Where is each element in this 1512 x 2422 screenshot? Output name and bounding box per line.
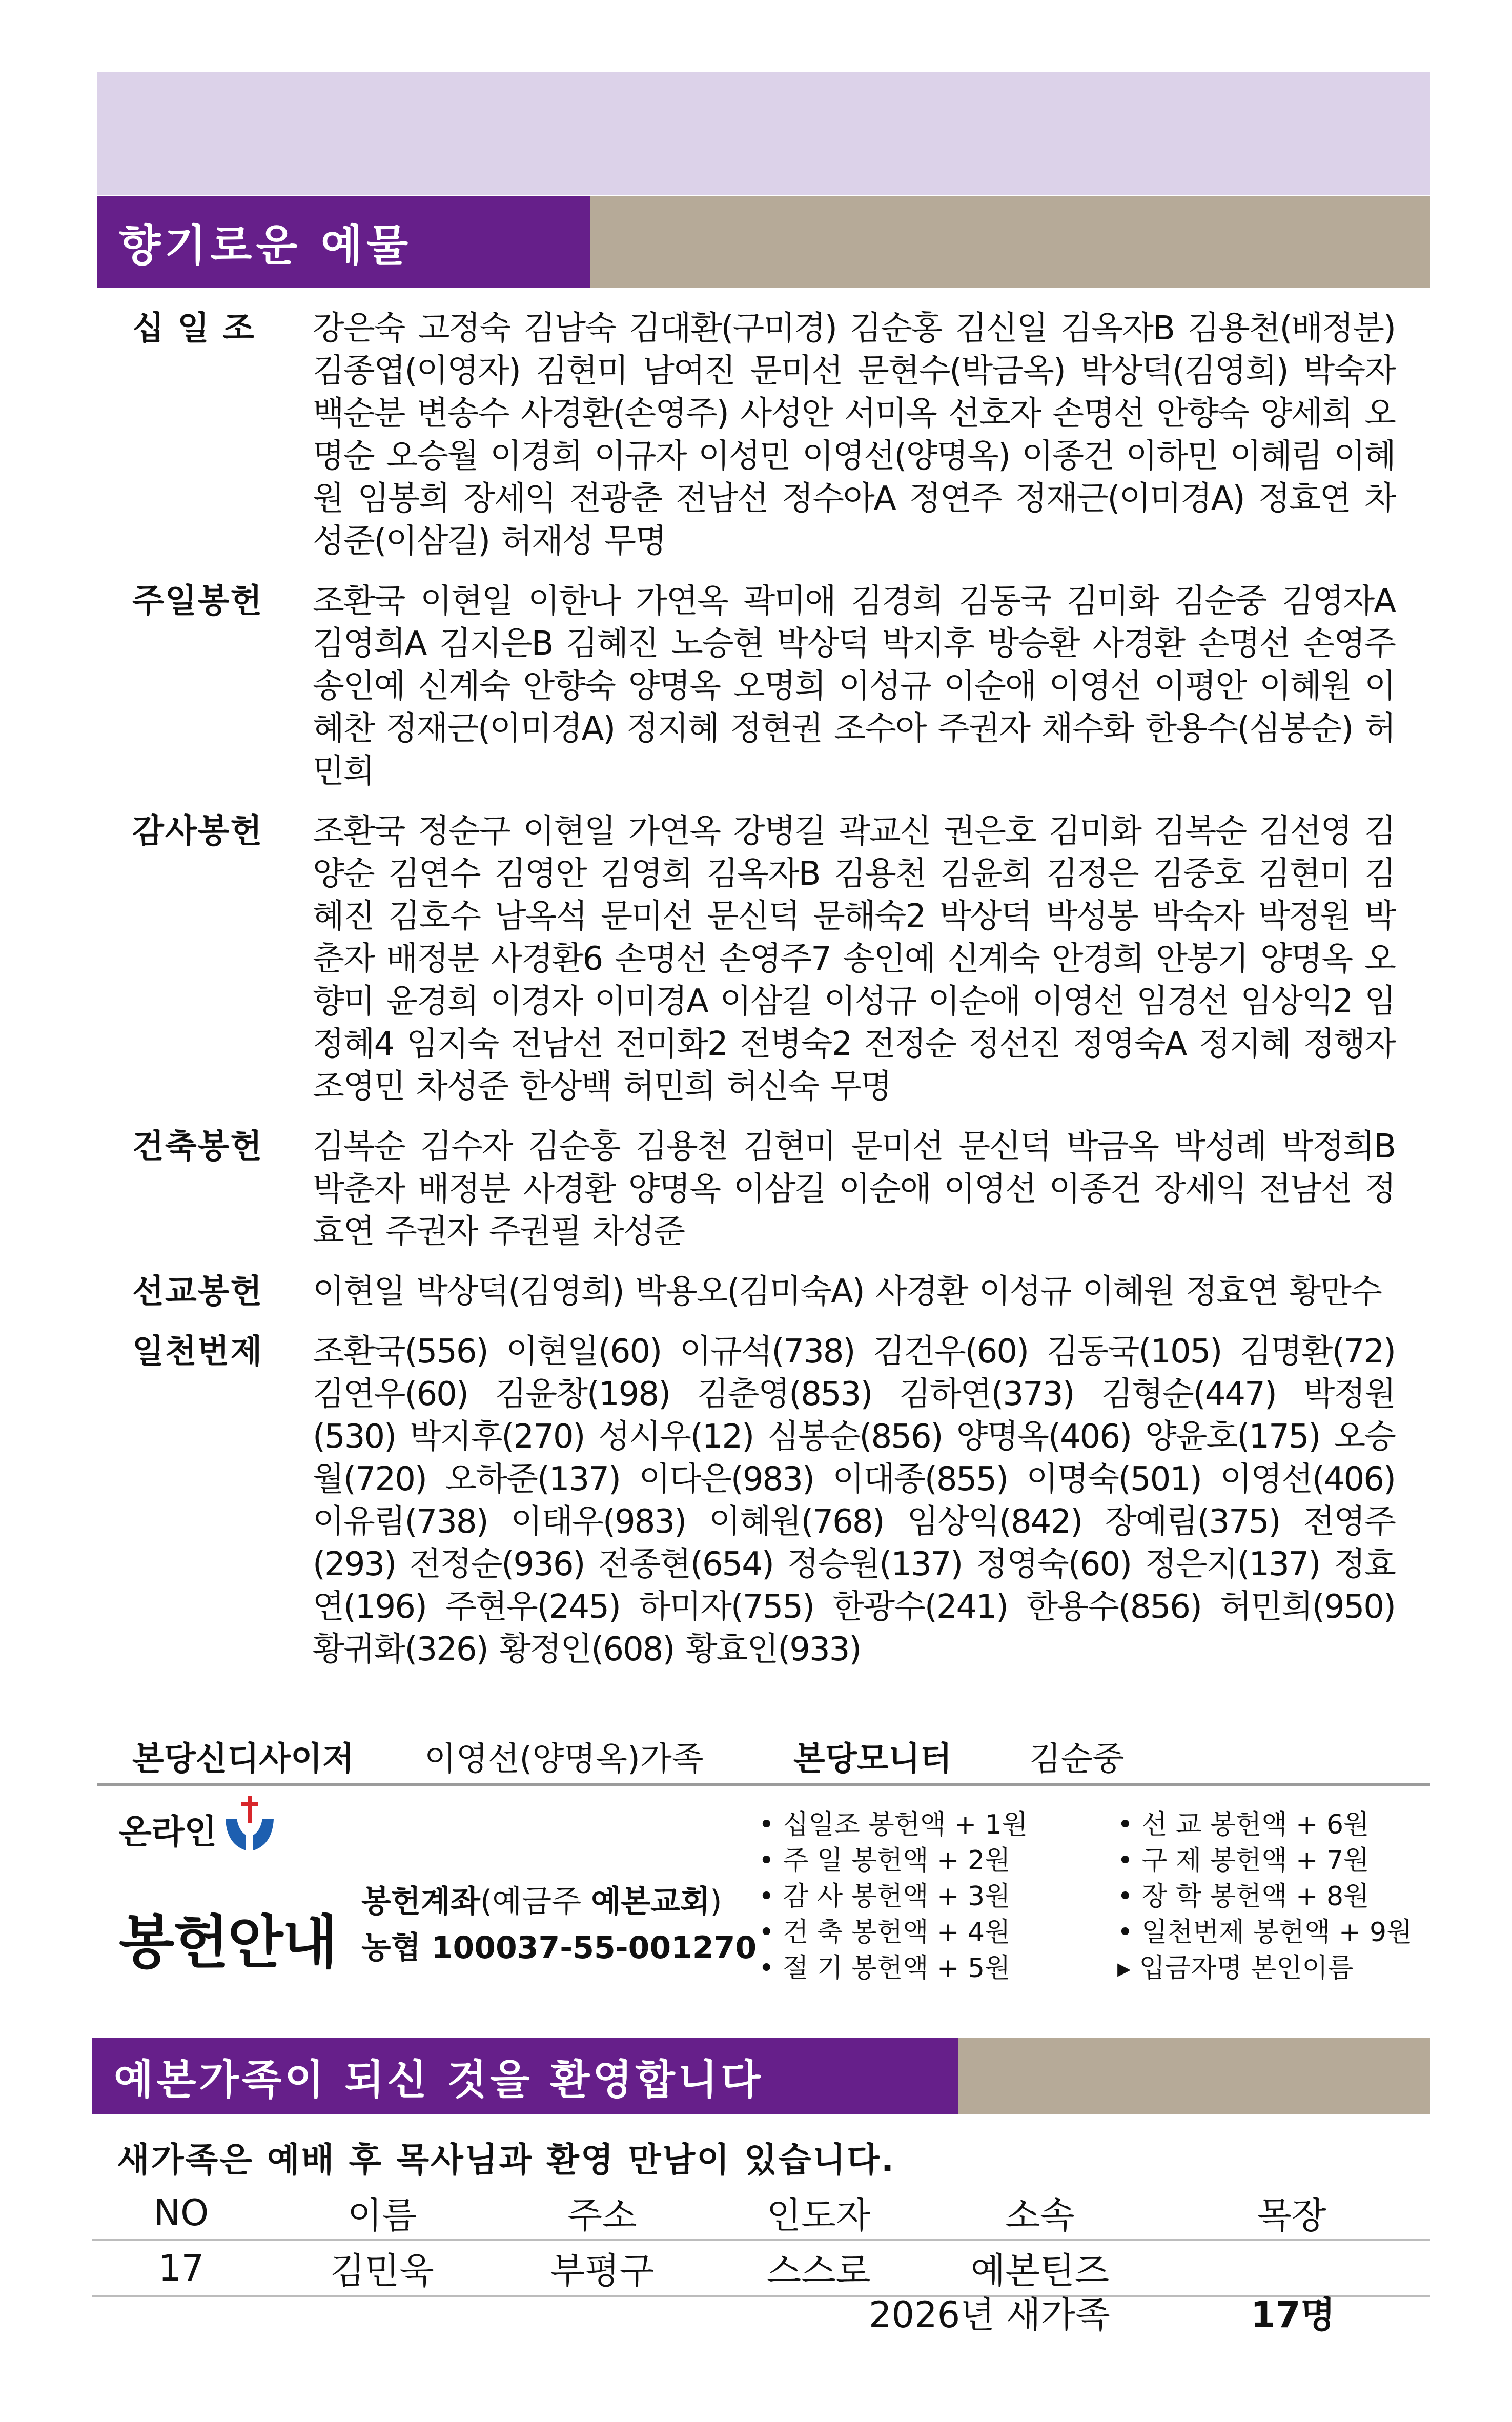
offering-code-list (759, 1807, 1435, 1986)
offering-label: 건축봉헌 (132, 1128, 263, 1166)
col-header-cell: 목장 (1257, 2194, 1326, 2236)
offering-row-mission (97, 1271, 1430, 1313)
offering-names: 강은숙 고정숙 김남숙 김대환(구미경) 김순홍 김신일 김옥자B 김용천(배정분) 김종엽(이영자) 김현미 남여진 문미선 문현수(박금옥) 박상덕(김영희) 박숙자 백순분 변송수 사경환(손영주) 사성안 서미옥 선호자 손명선 안향숙 양세희 오명순 오승월 이경희 이규자 이성민 이영선(양명옥) 이종건 이하민 이혜림 이혜원 임봉희 장세익 전광춘 전남선 정수아A 정연주 정재근(이미경A) 정효연 차성준(이삼길) 허재성 무명 (313, 310, 1395, 560)
code-item: • 장 학 봉헌액 + 8원 (1117, 1881, 1370, 1912)
code-item: • 건 축 봉헌액 + 4원 (759, 1917, 1011, 1948)
offering-names: 김복순 김수자 김순홍 김용천 김현미 문미선 문신덕 박금옥 박성례 박정희B 박춘자 배정분 사경환 양명옥 이삼길 이순애 이영선 이종건 장세익 전남선 정효연 주권자 주권필 차성준 (313, 1128, 1395, 1251)
code-row (759, 1807, 1435, 1843)
monitor-value: 김순중 (1029, 1740, 1125, 1778)
offering-label: 감사봉헌 (132, 812, 263, 850)
offering-row-tithe (97, 308, 1430, 563)
offering-label: 선교봉헌 (132, 1273, 263, 1311)
new-family-table (92, 2186, 1430, 2297)
welcome-header-tan (958, 2038, 1430, 2114)
welcome-title: 예본가족이 되신 것을 환영합니다 (92, 2038, 958, 2114)
col-header-no: NO (153, 2191, 209, 2234)
offering-list (97, 308, 1430, 1688)
code-item: • 주 일 봉헌액 + 2원 (759, 1845, 1011, 1876)
code-item: • 일천번제 봉헌액 + 9원 (1117, 1917, 1413, 1948)
code-item: • 십일조 봉헌액 + 1원 (759, 1809, 1028, 1840)
monitor-label: 본당모니터 (793, 1740, 952, 1778)
account-number: 농협 100037-55-001270 (361, 1930, 757, 1966)
code-item: • 절 기 봉헌액 + 5원 (759, 1953, 1011, 1984)
top-decor-band (97, 72, 1430, 195)
code-item: • 감 사 봉헌액 + 3원 (759, 1881, 1011, 1912)
col-header-group: 소속 (1005, 2194, 1075, 2236)
offering-guide-title: 봉헌안내 (119, 1909, 337, 1976)
account-info (361, 1879, 757, 1971)
offering-label: 일천번제 (132, 1333, 263, 1371)
welcome-header (92, 2038, 1430, 2114)
offering-names: 조환국(556) 이현일(60) 이규석(738) 김건우(60) 김동국(105) 김명환(72) 김연우(60) 김윤창(198) 김춘영(853) 김하연(373) 김형순(447) 박정원(530) 박지후(270) 성시우(12) 심봉순(856) 양명옥(406) 양윤호(175) 오승월(720) 오하준(137) 이다은(983) 이대종(855) 이명숙(501) 이영선(406) 이유림(738) 이태우(983) 이혜원(768) 임상익(842) 장예림(375) 전영주(293) 전정순(936) 전종현(654) 정승원(137) 정영숙(60) 정은지(137) 정효연(196) 주현우(245) 하미자(755) 한광수(241) 한용수(856) 허민희(950) 황귀화(326) 황정인(608) 황효인(933) (313, 1333, 1395, 1668)
offering-names: 조환국 이현일 이한나 가연옥 곽미애 김경희 김동국 김미화 김순중 김영자A 김영희A 김지은B 김혜진 노승현 박상덕 박지후 방승환 사경환 손명선 손영주 송인예 신계숙 안향숙 양명옥 오명희 이성규 이순애 이영선 이평안 이혜원 이혜찬 정재근(이미경A) 정지혜 정현권 조수아 주권자 채수화 한용수(심봉순) 허민희 (313, 582, 1395, 790)
service-info (132, 1733, 1124, 1780)
total-count: 17명 (1251, 2294, 1336, 2336)
online-label: 온라인 (119, 1812, 217, 1851)
table-header-row (92, 2186, 1430, 2240)
account-holder-close: ) (710, 1884, 722, 1920)
code-row (759, 1950, 1435, 1986)
code-item: • 구 제 봉헌액 + 7원 (1117, 1845, 1370, 1876)
account-holder-open: (예금주 (480, 1884, 591, 1920)
col-header-guide: 인도자 (766, 2194, 871, 2236)
church-logo-icon (221, 1794, 278, 1856)
offering-label: 주일봉헌 (132, 582, 263, 620)
offering-names: 조환국 정순구 이현일 가연옥 강병길 곽교신 권은호 김미화 김복순 김선영 김양순 김연수 김영안 김영희 김옥자B 김용천 김윤희 김정은 김중호 김현미 김혜진 김호수 남옥석 문미선 문신덕 문해숙2 박상덕 박성봉 박숙자 박정원 박춘자 배정분 사경환6 손명선 손영주7 송인예 신계숙 안경희 안봉기 양명옥 오향미 윤경희 이경자 이미경A 이삼길 이성규 이순애 이영선 임경선 임상익2 임정혜4 임지숙 전남선 전미화2 전병숙2 전정순 정선진 정영숙A 정지혜 정행자 조영민 차성준 한상백 허민희 허신숙 무명 (313, 812, 1395, 1106)
new-family-total (869, 2286, 1336, 2338)
code-row (759, 1879, 1435, 1915)
offering-row-thousand (97, 1331, 1430, 1671)
total-label: 2026년 새가족 (869, 2294, 1110, 2336)
welcome-subtitle: 새가족은 예배 후 목사님과 환영 만남이 있습니다. (117, 2140, 896, 2180)
account-holder: 예본교회 (591, 1884, 710, 1920)
cell-name: 김민욱 (270, 2240, 494, 2296)
offering-header (97, 196, 1430, 288)
display-value: 이영선(양명옥)가족 (424, 1740, 704, 1778)
account-line (361, 1879, 757, 1925)
offering-row-building (97, 1126, 1430, 1253)
divider (97, 1783, 1430, 1786)
cell-no: 17 (92, 2240, 270, 2296)
offering-label: 십 일 조 (132, 310, 256, 348)
offering-title: 향기로운 예물 (97, 196, 590, 288)
code-row (759, 1843, 1435, 1879)
col-header-name: 이름 (347, 2194, 417, 2236)
cell-guide: 스스로 (710, 2240, 927, 2296)
table-row (92, 2240, 1430, 2296)
offering-header-tan (590, 196, 1430, 288)
display-label: 본당신디사이저 (132, 1740, 354, 1778)
code-item: • 선 교 봉헌액 + 6원 (1117, 1809, 1370, 1840)
code-row (759, 1915, 1435, 1950)
account-label: 봉헌계좌 (361, 1884, 480, 1920)
cell-address: 부평구 (494, 2240, 710, 2296)
cell-group: 예본틴즈 (927, 2240, 1153, 2296)
offering-row-thanks (97, 810, 1430, 1108)
code-item: ▸ 입금자명 본인이름 (1117, 1953, 1354, 1984)
offering-row-sunday (97, 580, 1430, 793)
offering-names: 이현일 박상덕(김영희) 박용오(김미숙A) 사경환 이성규 이혜원 정효연 황만수 (313, 1273, 1381, 1311)
col-header-address: 주소 (567, 2194, 637, 2236)
